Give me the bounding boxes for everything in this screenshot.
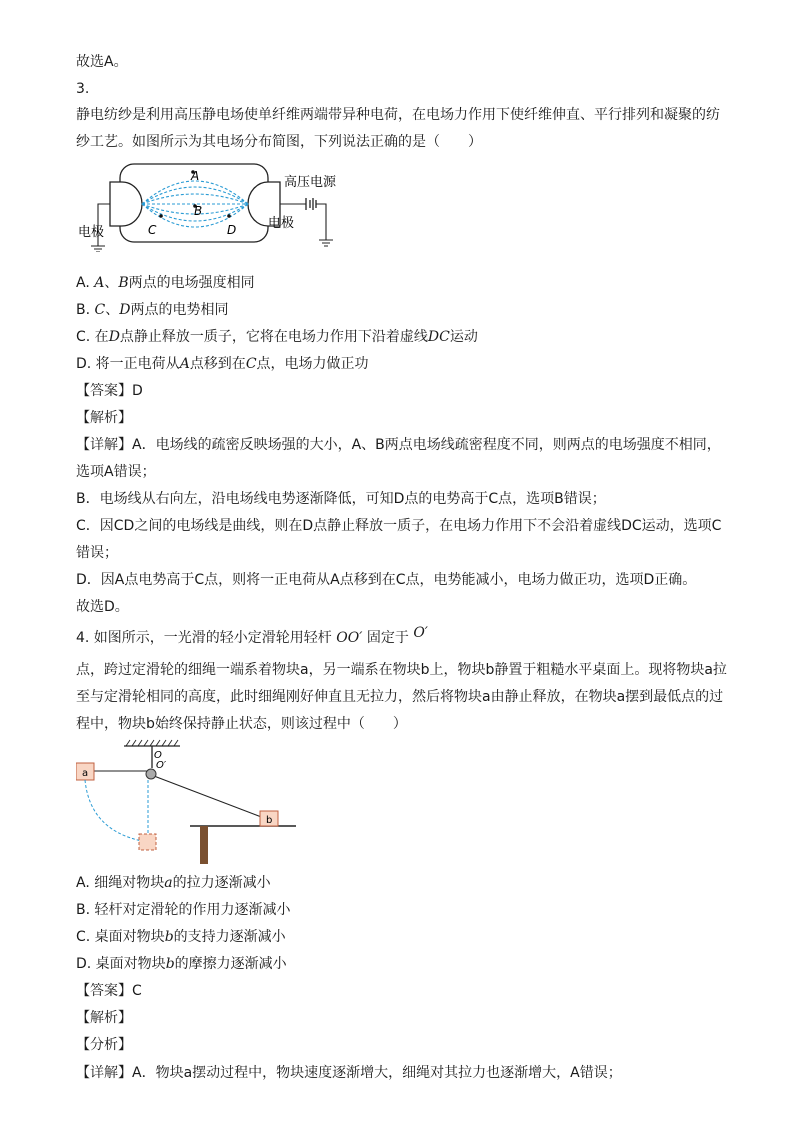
point-b-label: B [194,204,203,218]
question-3-number: 3. [76,81,90,97]
q4-stem-line-2: 点，跨过定滑轮的细绳一端系着物块a，另一端系在物块b上，物块b静置于粗糙水平桌面上。现将物块a拉 [76,662,727,678]
q3-option-c: C. 在D点静止释放一质子，它将在电场力作用下沿着虚线DC运动 [76,329,478,345]
q3-detail-line-2: 选项A错误； [76,464,156,480]
q3-detail-line-6: D．因A点电势高于C点，则将一正电荷从A点移到在C点，电势能减小，电场力做正功，选项D正确。 [76,572,697,588]
label-electrode-left: 电极 [78,225,105,240]
q3-detail-line-4: C．因CD之间的电场线是曲线，则在D点静止释放一质子，在电场力作用下不会沿着虚线DC运动，选项C [76,518,722,534]
q4-stem-line-1: 4. 如图所示，一光滑的轻小定滑轮用轻杆 OO′ 固定于 O′ [76,625,428,646]
q3-analysis-heading: 【解析】 [76,410,132,426]
block-a-label: a [82,768,89,779]
label-high-voltage: 高压电源 [284,175,337,190]
q3-option-a: A. A、B两点的电场强度相同 [76,275,255,291]
q4-detail-line-1: 【详解】A．物块a摆动过程中，物块速度逐渐增大，细绳对其拉力也逐渐增大，A错误； [76,1065,622,1081]
q4-stem-line-3: 至与定滑轮相同的高度，此时细绳刚好伸直且无拉力，然后将物块a由静止释放，在物块a摆到最低点的过 [76,689,724,705]
label-electrode-right: 电极 [268,216,295,231]
block-b-label: b [266,815,273,826]
q3-stem-line-2: 纱工艺。如图所示为其电场分布简图，下列说法正确的是（ ） [76,134,482,150]
conclusion-a: 故选A。 [76,54,128,70]
q4-stem-line-4: 程中，物块b始终保持静止状态，则该过程中（ ） [76,716,407,732]
point-a-label: A [191,169,200,183]
point-d-label: D [227,223,237,237]
q4-option-a: A. 细绳对物块a的拉力逐渐减小 [76,875,271,891]
q3-detail-line-1: 【详解】A．电场线的疏密反映场强的大小，A、B两点电场线疏密程度不同，则两点的电场强度不相同， [76,437,721,453]
q3-field-figure [76,160,356,252]
label-o: O [154,750,162,761]
q4-answer: 【答案】C [76,983,142,999]
q4-option-c: C. 桌面对物块b的支持力逐渐减小 [76,929,286,945]
q4-pulley-figure [76,738,300,868]
point-c-dot [159,214,163,218]
point-d-dot [227,214,231,218]
q4-option-d: D. 桌面对物块b的摩擦力逐渐减小 [76,956,287,972]
q3-detail-line-5: 错误； [76,545,118,561]
table-leg [200,826,208,864]
q3-option-d: D. 将一正电荷从A点移到在C点，电场力做正功 [76,356,369,372]
point-c-label: C [148,223,157,237]
q4-option-b: B. 轻杆对定滑轮的作用力逐渐减小 [76,902,291,918]
q3-stem-line-1: 静电纺纱是利用高压静电场使单纤维两端带异种电荷，在电场力作用下使纤维伸直、平行排列和凝聚的纺 [76,107,720,123]
label-o-prime: O′ [156,760,167,771]
block-a-lowest [139,834,156,850]
pulley [146,769,156,779]
q3-option-b: B. C、D两点的电势相同 [76,302,229,318]
q4-analysis-heading: 【解析】 [76,1010,132,1026]
q3-answer: 【答案】D [76,383,143,399]
q3-detail-line-3: B．电场线从右向左，沿电场线电势逐渐降低，可知D点的电势高于C点，选项B错误； [76,491,606,507]
q3-conclusion: 故选D。 [76,599,129,615]
q4-analysis2-heading: 【分析】 [76,1037,132,1053]
